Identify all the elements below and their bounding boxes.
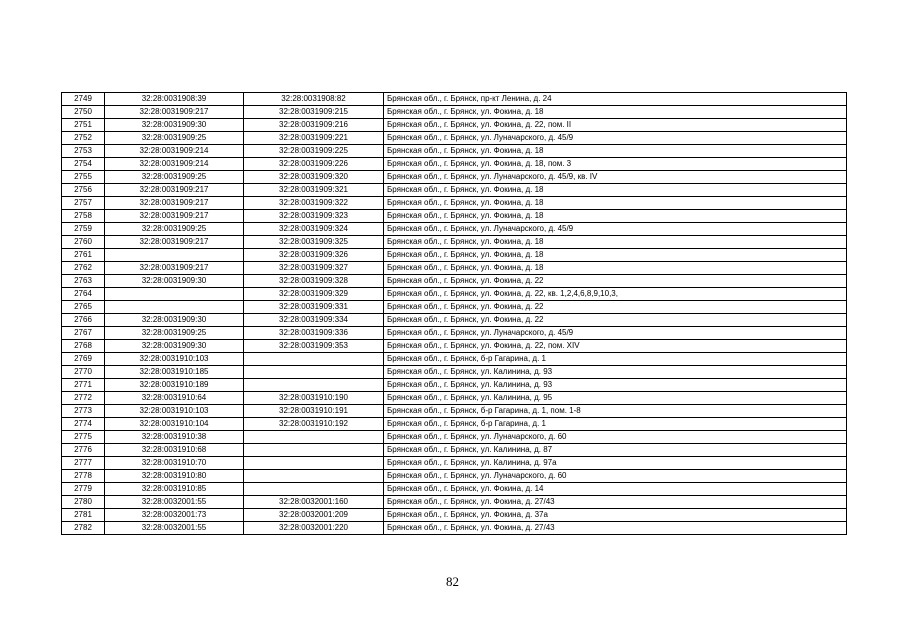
building-number-cell: 32:28:0032001:220 [244, 522, 384, 535]
building-number-cell: 32:28:0031909:324 [244, 223, 384, 236]
address-cell: Брянская обл., г. Брянск, ул. Фокина, д. 18 [384, 184, 847, 197]
table-row [62, 262, 847, 275]
parcel-number-cell: 32:28:0031910:85 [105, 483, 244, 496]
address-cell: Брянская обл., г. Брянск, ул. Калинина, д. 93 [384, 366, 847, 379]
row-number-cell: 2781 [62, 509, 105, 522]
building-number-cell: 32:28:0031909:329 [244, 288, 384, 301]
address-cell: Брянская обл., г. Брянск, ул. Калинина, д. 95 [384, 392, 847, 405]
address-cell: Брянская обл., г. Брянск, ул. Фокина, д. 18 [384, 210, 847, 223]
address-cell: Брянская обл., г. Брянск, ул. Фокина, д. 18 [384, 236, 847, 249]
building-number-cell [244, 483, 384, 496]
parcel-number-cell [105, 249, 244, 262]
row-number-cell: 2753 [62, 145, 105, 158]
parcel-number-cell: 32:28:0031908:39 [105, 93, 244, 106]
parcel-number-cell: 32:28:0031909:217 [105, 197, 244, 210]
parcel-number-cell: 32:28:0031909:217 [105, 184, 244, 197]
row-number-cell: 2749 [62, 93, 105, 106]
building-number-cell [244, 379, 384, 392]
parcel-number-cell: 32:28:0031909:214 [105, 158, 244, 171]
table-row [62, 236, 847, 249]
row-number-cell: 2751 [62, 119, 105, 132]
address-cell: Брянская обл., г. Брянск, ул. Калинина, д. 87 [384, 444, 847, 457]
row-number-cell: 2759 [62, 223, 105, 236]
building-number-cell [244, 457, 384, 470]
address-cell: Брянская обл., г. Брянск, ул. Фокина, д. 18 [384, 249, 847, 262]
building-number-cell: 32:28:0031910:192 [244, 418, 384, 431]
building-number-cell: 32:28:0031909:320 [244, 171, 384, 184]
table-row [62, 496, 847, 509]
building-number-cell: 32:28:0031909:334 [244, 314, 384, 327]
table-row [62, 145, 847, 158]
row-number-cell: 2771 [62, 379, 105, 392]
table-row [62, 158, 847, 171]
building-number-cell: 32:28:0031909:336 [244, 327, 384, 340]
table-row [62, 418, 847, 431]
row-number-cell: 2773 [62, 405, 105, 418]
table-row [62, 184, 847, 197]
building-number-cell [244, 353, 384, 366]
building-number-cell: 32:28:0031909:225 [244, 145, 384, 158]
building-number-cell [244, 431, 384, 444]
table-row [62, 223, 847, 236]
address-cell: Брянская обл., г. Брянск, ул. Фокина, д. 22 [384, 314, 847, 327]
building-number-cell: 32:28:0031909:353 [244, 340, 384, 353]
parcel-number-cell: 32:28:0031909:217 [105, 262, 244, 275]
address-cell: Брянская обл., г. Брянск, ул. Луначарского, д. 60 [384, 470, 847, 483]
table-row [62, 132, 847, 145]
table-row [62, 275, 847, 288]
address-cell: Брянская обл., г. Брянск, ул. Калинина, д. 93 [384, 379, 847, 392]
address-cell: Брянская обл., г. Брянск, пр-кт Ленина, д. 24 [384, 93, 847, 106]
table-row [62, 249, 847, 262]
building-number-cell: 32:28:0031909:328 [244, 275, 384, 288]
address-cell: Брянская обл., г. Брянск, ул. Фокина, д. 22 [384, 301, 847, 314]
table-row [62, 366, 847, 379]
table-row [62, 197, 847, 210]
row-number-cell: 2760 [62, 236, 105, 249]
building-number-cell: 32:28:0031910:190 [244, 392, 384, 405]
row-number-cell: 2752 [62, 132, 105, 145]
row-number-cell: 2758 [62, 210, 105, 223]
address-cell: Брянская обл., г. Брянск, ул. Луначарского, д. 45/9, кв. IV [384, 171, 847, 184]
parcel-number-cell: 32:28:0031909:30 [105, 119, 244, 132]
building-number-cell: 32:28:0031909:331 [244, 301, 384, 314]
row-number-cell: 2774 [62, 418, 105, 431]
address-cell: Брянская обл., г. Брянск, ул. Фокина, д. 27/43 [384, 496, 847, 509]
address-cell: Брянская обл., г. Брянск, ул. Фокина, д. 22 [384, 275, 847, 288]
row-number-cell: 2762 [62, 262, 105, 275]
parcel-number-cell: 32:28:0031909:25 [105, 327, 244, 340]
address-cell: Брянская обл., г. Брянск, ул. Фокина, д. 18 [384, 106, 847, 119]
parcel-number-cell: 32:28:0031909:25 [105, 223, 244, 236]
table-row [62, 509, 847, 522]
row-number-cell: 2775 [62, 431, 105, 444]
address-cell: Брянская обл., г. Брянск, ул. Фокина, д. 18, пом. 3 [384, 158, 847, 171]
row-number-cell: 2766 [62, 314, 105, 327]
row-number-cell: 2764 [62, 288, 105, 301]
building-number-cell [244, 444, 384, 457]
table-row [62, 444, 847, 457]
row-number-cell: 2750 [62, 106, 105, 119]
building-number-cell: 32:28:0031909:226 [244, 158, 384, 171]
table-row [62, 483, 847, 496]
row-number-cell: 2768 [62, 340, 105, 353]
parcel-number-cell: 32:28:0031910:189 [105, 379, 244, 392]
parcel-number-cell: 32:28:0031909:217 [105, 106, 244, 119]
row-number-cell: 2769 [62, 353, 105, 366]
building-number-cell [244, 366, 384, 379]
table-row [62, 470, 847, 483]
address-cell: Брянская обл., г. Брянск, ул. Фокина, д. 18 [384, 145, 847, 158]
building-number-cell: 32:28:0031910:191 [244, 405, 384, 418]
address-cell: Брянская обл., г. Брянск, ул. Фокина, д. 22, кв. 1,2,4,6,8,9,10,3, [384, 288, 847, 301]
address-cell: Брянская обл., г. Брянск, ул. Фокина, д. 22, пом. II [384, 119, 847, 132]
parcel-number-cell: 32:28:0031910:185 [105, 366, 244, 379]
parcel-number-cell: 32:28:0031909:25 [105, 132, 244, 145]
table-row [62, 405, 847, 418]
parcel-number-cell: 32:28:0031909:214 [105, 145, 244, 158]
table-row [62, 210, 847, 223]
row-number-cell: 2770 [62, 366, 105, 379]
table-row [62, 301, 847, 314]
cadastral-table [61, 92, 847, 535]
building-number-cell [244, 470, 384, 483]
parcel-number-cell: 32:28:0031910:68 [105, 444, 244, 457]
building-number-cell: 32:28:0031909:323 [244, 210, 384, 223]
row-number-cell: 2767 [62, 327, 105, 340]
address-cell: Брянская обл., г. Брянск, ул. Фокина, д. 22, пом. XIV [384, 340, 847, 353]
parcel-number-cell: 32:28:0031910:103 [105, 405, 244, 418]
table-body [62, 93, 847, 535]
row-number-cell: 2755 [62, 171, 105, 184]
page-number: 82 [446, 574, 459, 589]
parcel-number-cell: 32:28:0031910:104 [105, 418, 244, 431]
address-cell: Брянская обл., г. Брянск, ул. Луначарского, д. 45/9 [384, 132, 847, 145]
building-number-cell: 32:28:0031909:326 [244, 249, 384, 262]
address-cell: Брянская обл., г. Брянск, б-р Гагарина, д. 1 [384, 418, 847, 431]
building-number-cell: 32:28:0031909:215 [244, 106, 384, 119]
table-row [62, 106, 847, 119]
parcel-number-cell: 32:28:0032001:55 [105, 496, 244, 509]
parcel-number-cell: 32:28:0031910:64 [105, 392, 244, 405]
table-row [62, 171, 847, 184]
address-cell: Брянская обл., г. Брянск, ул. Луначарского, д. 60 [384, 431, 847, 444]
table-row [62, 353, 847, 366]
table-row [62, 522, 847, 535]
parcel-number-cell: 32:28:0031910:103 [105, 353, 244, 366]
address-cell: Брянская обл., г. Брянск, ул. Луначарского, д. 45/9 [384, 327, 847, 340]
row-number-cell: 2756 [62, 184, 105, 197]
address-cell: Брянская обл., г. Брянск, б-р Гагарина, д. 1, пом. 1-8 [384, 405, 847, 418]
row-number-cell: 2757 [62, 197, 105, 210]
row-number-cell: 2776 [62, 444, 105, 457]
parcel-number-cell: 32:28:0031909:30 [105, 314, 244, 327]
parcel-number-cell [105, 288, 244, 301]
table-row [62, 119, 847, 132]
parcel-number-cell: 32:28:0031909:30 [105, 275, 244, 288]
parcel-number-cell: 32:28:0031909:25 [105, 171, 244, 184]
table-row [62, 431, 847, 444]
building-number-cell: 32:28:0031909:321 [244, 184, 384, 197]
row-number-cell: 2754 [62, 158, 105, 171]
building-number-cell: 32:28:0031909:216 [244, 119, 384, 132]
address-cell: Брянская обл., г. Брянск, ул. Луначарского, д. 45/9 [384, 223, 847, 236]
address-cell: Брянская обл., г. Брянск, ул. Фокина, д. 18 [384, 197, 847, 210]
table-row [62, 340, 847, 353]
building-number-cell: 32:28:0031909:327 [244, 262, 384, 275]
address-cell: Брянская обл., г. Брянск, ул. Фокина, д. 18 [384, 262, 847, 275]
building-number-cell: 32:28:0031909:322 [244, 197, 384, 210]
building-number-cell: 32:28:0032001:209 [244, 509, 384, 522]
row-number-cell: 2778 [62, 470, 105, 483]
address-cell: Брянская обл., г. Брянск, ул. Фокина, д. 27/43 [384, 522, 847, 535]
parcel-number-cell: 32:28:0031909:217 [105, 236, 244, 249]
parcel-number-cell: 32:28:0032001:73 [105, 509, 244, 522]
parcel-number-cell: 32:28:0031910:80 [105, 470, 244, 483]
parcel-number-cell [105, 301, 244, 314]
row-number-cell: 2780 [62, 496, 105, 509]
table-row [62, 288, 847, 301]
table-row [62, 457, 847, 470]
parcel-number-cell: 32:28:0032001:55 [105, 522, 244, 535]
building-number-cell: 32:28:0031909:221 [244, 132, 384, 145]
parcel-number-cell: 32:28:0031910:38 [105, 431, 244, 444]
address-cell: Брянская обл., г. Брянск, ул. Фокина, д. 37а [384, 509, 847, 522]
parcel-number-cell: 32:28:0031909:217 [105, 210, 244, 223]
row-number-cell: 2777 [62, 457, 105, 470]
building-number-cell: 32:28:0032001:160 [244, 496, 384, 509]
table-row [62, 327, 847, 340]
building-number-cell: 32:28:0031908:82 [244, 93, 384, 106]
row-number-cell: 2779 [62, 483, 105, 496]
address-cell: Брянская обл., г. Брянск, ул. Калинина, д. 97а [384, 457, 847, 470]
row-number-cell: 2761 [62, 249, 105, 262]
row-number-cell: 2763 [62, 275, 105, 288]
parcel-number-cell: 32:28:0031909:30 [105, 340, 244, 353]
table-row [62, 93, 847, 106]
table-row [62, 392, 847, 405]
row-number-cell: 2772 [62, 392, 105, 405]
address-cell: Брянская обл., г. Брянск, ул. Фокина, д. 14 [384, 483, 847, 496]
table-row [62, 379, 847, 392]
address-cell: Брянская обл., г. Брянск, б-р Гагарина, д. 1 [384, 353, 847, 366]
building-number-cell: 32:28:0031909:325 [244, 236, 384, 249]
parcel-number-cell: 32:28:0031910:70 [105, 457, 244, 470]
row-number-cell: 2765 [62, 301, 105, 314]
row-number-cell: 2782 [62, 522, 105, 535]
table-row [62, 314, 847, 327]
